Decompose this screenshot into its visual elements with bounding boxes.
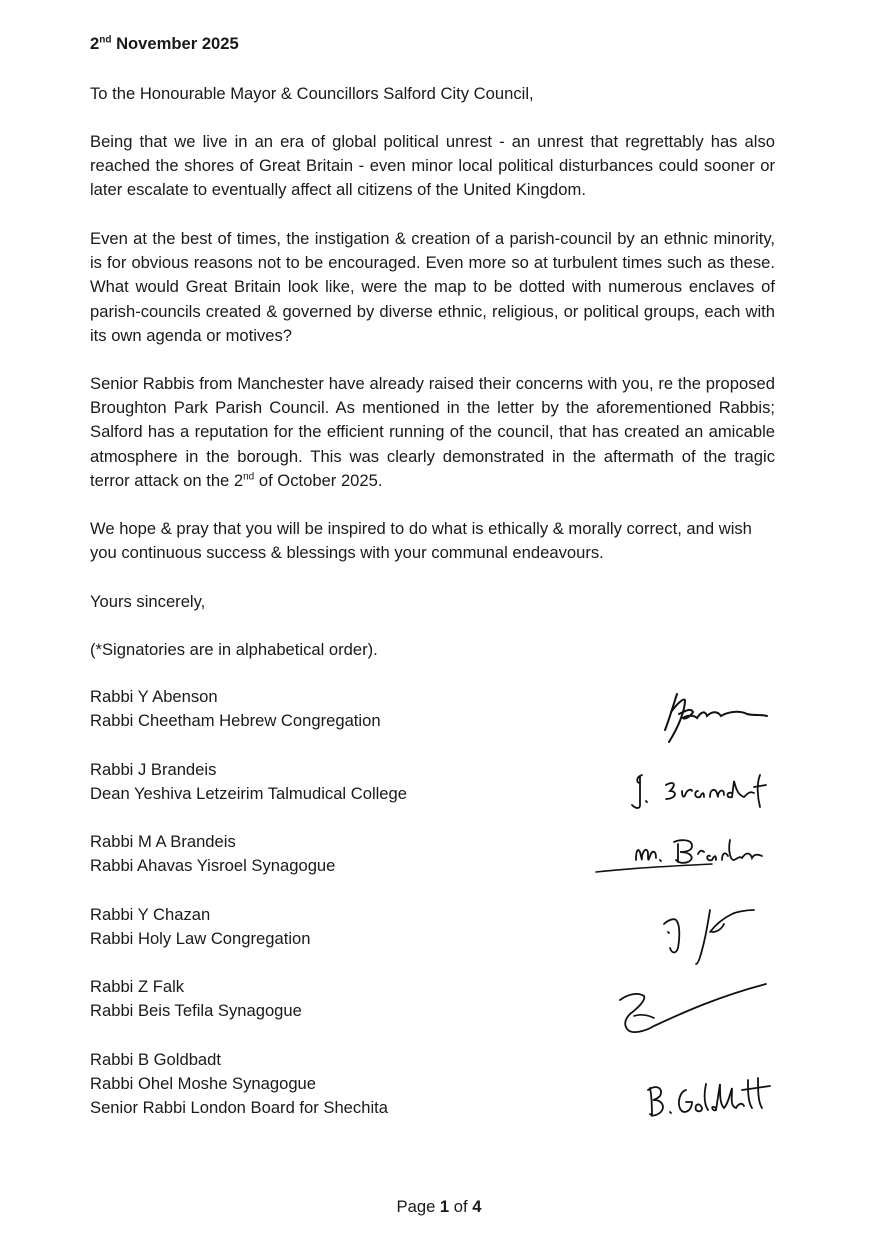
date-rest: November 2025 bbox=[111, 34, 239, 53]
signatory-block bbox=[90, 758, 590, 806]
signature-image bbox=[655, 686, 775, 748]
signature-image bbox=[620, 765, 780, 815]
signature-image bbox=[640, 1074, 780, 1124]
footer-prefix: Page bbox=[396, 1197, 440, 1216]
signatory-title: Dean Yeshiva Letzeirim Talmudical College bbox=[90, 784, 407, 804]
signatory-title: Rabbi Cheetham Hebrew Congregation bbox=[90, 711, 381, 731]
signatory-block bbox=[90, 1048, 590, 1121]
falk-signature bbox=[610, 978, 780, 1040]
page-footer bbox=[0, 1197, 878, 1217]
signatory-name: Rabbi Y Chazan bbox=[90, 905, 211, 924]
goldblatt-signature bbox=[640, 1074, 780, 1124]
paragraph-3 bbox=[90, 372, 775, 493]
paragraph-1: Being that we live in an era of global political unrest - an unrest that regrettably has also reached the shores of Great Britain - even minor local political disturbances could sooner or later escalate to eventually affect all citizens of the United Kingdom. bbox=[90, 132, 775, 200]
date-suffix: nd bbox=[99, 34, 112, 46]
current-page-number: 1 bbox=[439, 1197, 450, 1216]
letter-date bbox=[90, 32, 775, 56]
paragraph-4: We hope & pray that you will be inspired to do what is ethically & morally correct, and wish you continuous success & blessings with your communal endeavours. bbox=[90, 519, 752, 563]
signatory-name: Rabbi Z Falk bbox=[90, 977, 185, 996]
signatory-title: Rabbi Ahavas Yisroel Synagogue bbox=[90, 856, 336, 876]
signature-image bbox=[610, 978, 780, 1040]
signatory-name: Rabbi Y Abenson bbox=[90, 687, 218, 706]
salutation: To the Honourable Mayor & Councillors Salford City Council, bbox=[90, 84, 534, 103]
signatory-block bbox=[90, 830, 590, 878]
signatory-name: Rabbi J Brandeis bbox=[90, 760, 217, 779]
date-day: 2 bbox=[90, 34, 100, 53]
signatory-title: Senior Rabbi London Board for Shechita bbox=[90, 1098, 388, 1118]
paragraph-3-sup: nd bbox=[243, 471, 255, 483]
m-brandeis-signature bbox=[592, 832, 772, 878]
signatory-title: Rabbi Ohel Moshe Synagogue bbox=[90, 1074, 317, 1094]
signature-image bbox=[592, 832, 772, 878]
paragraph-3-main: Senior Rabbis from Manchester have already raised their concerns with you, re the proposed Broughton Park Parish Council. As mentioned in the letter by the aforementioned Rabbis; Salford has a reputation for the efficient running of the council, that has created an amicable atmosphere in the borough. This was clearly demonstrated in the aftermath of the tragic terror attack on the 2 bbox=[90, 374, 775, 490]
signatories-note: (*Signatories are in alphabetical order). bbox=[90, 640, 378, 659]
abenson-signature bbox=[655, 686, 775, 748]
signatory-name: Rabbi M A Brandeis bbox=[90, 832, 236, 851]
j-brandeis-signature bbox=[620, 765, 780, 815]
total-page-count: 4 bbox=[472, 1197, 482, 1216]
signatory-name: Rabbi B Goldbadt bbox=[90, 1050, 221, 1069]
signature-image bbox=[650, 902, 770, 968]
signatory-block bbox=[90, 903, 590, 951]
footer-middle: of bbox=[449, 1197, 473, 1216]
signatory-title: Rabbi Holy Law Congregation bbox=[90, 929, 311, 949]
signatory-block bbox=[90, 685, 590, 733]
chazan-signature bbox=[650, 902, 770, 968]
closing: Yours sincerely, bbox=[90, 592, 206, 611]
paragraph-3-end: of October 2025. bbox=[254, 470, 383, 490]
signatory-block bbox=[90, 975, 590, 1023]
signatory-title: Rabbi Beis Tefila Synagogue bbox=[90, 1001, 302, 1021]
paragraph-2: Even at the best of times, the instigation & creation of a parish-council by an ethnic minority, is for obvious reasons not to be encouraged. Even more so at turbulent times such as these. What would Great Britain look like, were the map to be dotted with numerous enclaves of parish-councils created & governed by diverse ethnic, religious, or political groups, each with its own agenda or motives? bbox=[90, 229, 775, 345]
